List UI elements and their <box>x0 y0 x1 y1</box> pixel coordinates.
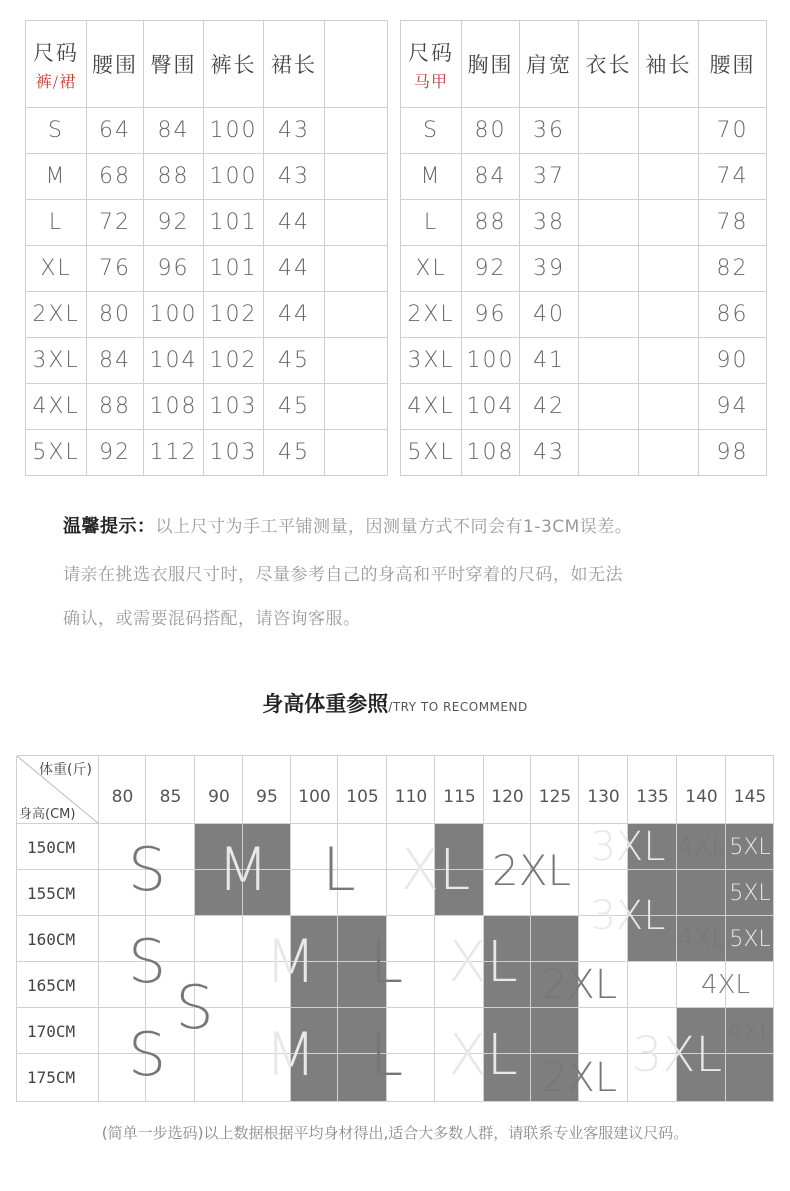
table-row <box>401 200 767 246</box>
column-header <box>325 21 388 108</box>
value-cell <box>325 292 388 338</box>
weight-axis-label: 体重(斤) <box>39 762 92 778</box>
table-row <box>401 154 767 200</box>
column-header: 裤长 <box>204 21 264 108</box>
value-cell: 45 <box>264 384 325 430</box>
column-header: 肩宽 <box>520 21 579 108</box>
value-cell <box>325 246 388 292</box>
value-cell <box>579 246 639 292</box>
value-cell: 45 <box>264 430 325 476</box>
value-cell: 72 <box>87 200 144 246</box>
size-zone-label: S <box>127 927 167 997</box>
pants-size-table <box>25 20 388 476</box>
height-label: 155CM <box>27 884 76 903</box>
value-cell: 43 <box>264 108 325 154</box>
column-header: 衣长 <box>579 21 639 108</box>
size-label: 尺码 <box>408 40 454 65</box>
value-cell: 44 <box>264 200 325 246</box>
value-cell <box>639 154 699 200</box>
tip-text: 以上尺寸为手工平铺测量，因测量方式不同会有1-3CM误差。 <box>155 517 633 537</box>
size-cell: S <box>26 108 87 154</box>
size-zone-label: 4XL <box>677 924 726 954</box>
weight-label: 95 <box>256 787 278 807</box>
size-zone-label: L <box>369 1020 404 1090</box>
column-header: 胸围 <box>462 21 520 108</box>
grid-hline <box>17 755 774 756</box>
size-cell: XL <box>26 246 87 292</box>
value-cell: 37 <box>520 154 579 200</box>
value-cell <box>579 200 639 246</box>
size-zone-label: M <box>264 927 317 997</box>
value-cell: 94 <box>699 384 767 430</box>
weight-label: 145 <box>733 787 767 807</box>
column-header: 腰围 <box>699 21 767 108</box>
height-label: 160CM <box>27 930 76 949</box>
weight-label: 85 <box>159 787 182 807</box>
size-cell: S <box>401 108 462 154</box>
value-cell: 100 <box>204 154 264 200</box>
size-zone-label: S <box>127 1020 167 1090</box>
value-cell: 88 <box>87 384 144 430</box>
table-row <box>401 430 767 476</box>
size-zone-label: XL <box>448 1022 518 1088</box>
size-zone-label: 2XL <box>541 1055 618 1101</box>
value-cell <box>639 108 699 154</box>
column-header: 臀围 <box>144 21 204 108</box>
table-row <box>26 154 388 200</box>
size-zone-label: 4XL <box>677 832 726 862</box>
size-cell: 2XL <box>26 292 87 338</box>
value-cell: 92 <box>144 200 204 246</box>
value-cell: 36 <box>520 108 579 154</box>
value-cell <box>579 292 639 338</box>
value-cell: 84 <box>462 154 520 200</box>
value-cell <box>639 200 699 246</box>
size-zone-label: XL <box>448 929 518 995</box>
size-label: 尺码 <box>33 40 79 65</box>
value-cell <box>325 430 388 476</box>
size-zone-label: L <box>369 927 404 997</box>
column-header: 袖长 <box>639 21 699 108</box>
value-cell: 88 <box>144 154 204 200</box>
value-cell: 38 <box>520 200 579 246</box>
table-row <box>26 246 388 292</box>
value-cell <box>639 292 699 338</box>
size-cell: M <box>401 154 462 200</box>
weight-label: 110 <box>394 787 428 807</box>
value-cell: 90 <box>699 338 767 384</box>
tip-line-3: 确认，或需要混码搭配，请咨询客服。 <box>63 609 361 629</box>
reference-heading <box>0 688 790 718</box>
size-header <box>401 21 462 108</box>
height-label: 150CM <box>27 838 76 857</box>
tip-title: 温馨提示： <box>63 516 156 537</box>
value-cell: 76 <box>87 246 144 292</box>
value-cell: 88 <box>462 200 520 246</box>
size-zone-label: 3XL <box>590 824 666 870</box>
value-cell: 100 <box>462 338 520 384</box>
table-row <box>26 430 388 476</box>
value-cell: 43 <box>520 430 579 476</box>
value-cell <box>579 430 639 476</box>
size-zone-label: 2XL <box>492 845 571 895</box>
size-cell: 5XL <box>401 430 462 476</box>
reference-title: 身高体重参照 <box>262 692 389 716</box>
value-cell: 82 <box>699 246 767 292</box>
table-row <box>26 108 388 154</box>
size-cell: M <box>26 154 87 200</box>
column-header: 裙长 <box>264 21 325 108</box>
size-sub-label: 马甲 <box>413 71 448 91</box>
value-cell: 64 <box>87 108 144 154</box>
value-cell: 44 <box>264 246 325 292</box>
size-zone-label: 4XL <box>727 1017 773 1045</box>
table-header-row <box>26 21 388 108</box>
value-cell: 41 <box>520 338 579 384</box>
weight-label: 105 <box>346 787 379 807</box>
value-cell <box>639 338 699 384</box>
value-cell: 92 <box>462 246 520 292</box>
footer-note: (简单一步选码)以上数据根据平均身材得出,适合大多数人群，请联系专业客服建议尺码。 <box>101 1124 689 1142</box>
size-zone-label: 4XL <box>701 970 750 1000</box>
value-cell: 100 <box>144 292 204 338</box>
size-zone-label: S <box>127 835 167 905</box>
size-cell: L <box>26 200 87 246</box>
value-cell <box>579 108 639 154</box>
value-cell: 102 <box>204 292 264 338</box>
size-cell: 3XL <box>26 338 87 384</box>
weight-label: 130 <box>587 787 620 807</box>
value-cell: 39 <box>520 246 579 292</box>
value-cell: 84 <box>144 108 204 154</box>
size-cell: 5XL <box>26 430 87 476</box>
value-cell <box>639 384 699 430</box>
size-cell: 4XL <box>26 384 87 430</box>
height-axis-label: 身高(CM) <box>19 807 76 822</box>
size-zone-label: S <box>175 973 214 1043</box>
table-row <box>401 338 767 384</box>
weight-label: 115 <box>443 787 476 807</box>
value-cell: 42 <box>520 384 579 430</box>
weight-label: 100 <box>298 787 331 807</box>
value-cell: 103 <box>204 430 264 476</box>
height-weight-grid <box>17 756 774 1102</box>
value-cell: 108 <box>144 384 204 430</box>
value-cell: 92 <box>87 430 144 476</box>
size-sub-label: 裤/裙 <box>35 71 77 91</box>
value-cell: 68 <box>87 154 144 200</box>
table-row <box>401 292 767 338</box>
value-cell: 103 <box>204 384 264 430</box>
weight-label: 125 <box>538 787 572 807</box>
size-zone-label: XL <box>400 837 471 903</box>
value-cell: 70 <box>699 108 767 154</box>
height-label: 170CM <box>27 1022 76 1041</box>
weight-label: 140 <box>685 787 718 807</box>
value-cell: 104 <box>462 384 520 430</box>
table-header-row <box>401 21 767 108</box>
size-zone-label: 5XL <box>729 880 771 906</box>
value-cell: 78 <box>699 200 767 246</box>
tip-line-2: 请亲在挑选衣服尺寸时，尽量参考自己的身高和平时穿着的尺码，如无法 <box>63 565 623 585</box>
value-cell: 98 <box>699 430 767 476</box>
size-zone-label: 5XL <box>729 834 771 860</box>
table-row <box>401 246 767 292</box>
value-cell: 74 <box>699 154 767 200</box>
size-zone-label: L <box>322 835 356 905</box>
value-cell: 45 <box>264 338 325 384</box>
weight-label: 90 <box>208 787 230 807</box>
weight-label: 135 <box>636 787 669 807</box>
value-cell <box>325 200 388 246</box>
value-cell: 101 <box>204 200 264 246</box>
column-header: 腰围 <box>87 21 144 108</box>
value-cell: 44 <box>264 292 325 338</box>
size-zone-label: 3XL <box>590 893 666 939</box>
table-row <box>26 338 388 384</box>
size-zone-label: M <box>264 1020 317 1090</box>
value-cell <box>325 338 388 384</box>
table-row <box>401 108 767 154</box>
value-cell <box>579 154 639 200</box>
size-cell: L <box>401 200 462 246</box>
size-zone-label: 3XL <box>631 1027 723 1083</box>
table-row <box>26 200 388 246</box>
value-cell: 86 <box>699 292 767 338</box>
size-zone-label: 2XL <box>541 962 618 1008</box>
size-header <box>26 21 87 108</box>
grid-vline <box>16 756 17 1102</box>
height-label: 175CM <box>27 1068 76 1087</box>
size-zone-label: 5XL <box>729 926 771 952</box>
value-cell: 102 <box>204 338 264 384</box>
table-row <box>26 384 388 430</box>
size-cell: XL <box>401 246 462 292</box>
value-cell: 101 <box>204 246 264 292</box>
value-cell: 96 <box>144 246 204 292</box>
size-cell: 3XL <box>401 338 462 384</box>
value-cell: 40 <box>520 292 579 338</box>
value-cell <box>579 338 639 384</box>
table-row <box>401 384 767 430</box>
value-cell <box>639 246 699 292</box>
value-cell <box>325 108 388 154</box>
value-cell <box>325 384 388 430</box>
reference-title-en: /TRY TO RECOMMEND <box>388 700 528 714</box>
tip-line-1 <box>63 512 632 538</box>
value-cell <box>325 154 388 200</box>
value-cell: 112 <box>144 430 204 476</box>
weight-label: 120 <box>491 787 524 807</box>
table-row <box>26 292 388 338</box>
weight-label: 80 <box>111 787 134 807</box>
size-zone-label: M <box>217 835 269 905</box>
height-label: 165CM <box>27 976 76 995</box>
size-cell: 2XL <box>401 292 462 338</box>
value-cell: 108 <box>462 430 520 476</box>
vest-size-table <box>400 20 767 476</box>
value-cell: 84 <box>87 338 144 384</box>
value-cell: 80 <box>87 292 144 338</box>
value-cell: 80 <box>462 108 520 154</box>
value-cell: 100 <box>204 108 264 154</box>
value-cell <box>579 384 639 430</box>
value-cell <box>639 430 699 476</box>
size-cell: 4XL <box>401 384 462 430</box>
value-cell: 104 <box>144 338 204 384</box>
value-cell: 43 <box>264 154 325 200</box>
value-cell: 96 <box>462 292 520 338</box>
